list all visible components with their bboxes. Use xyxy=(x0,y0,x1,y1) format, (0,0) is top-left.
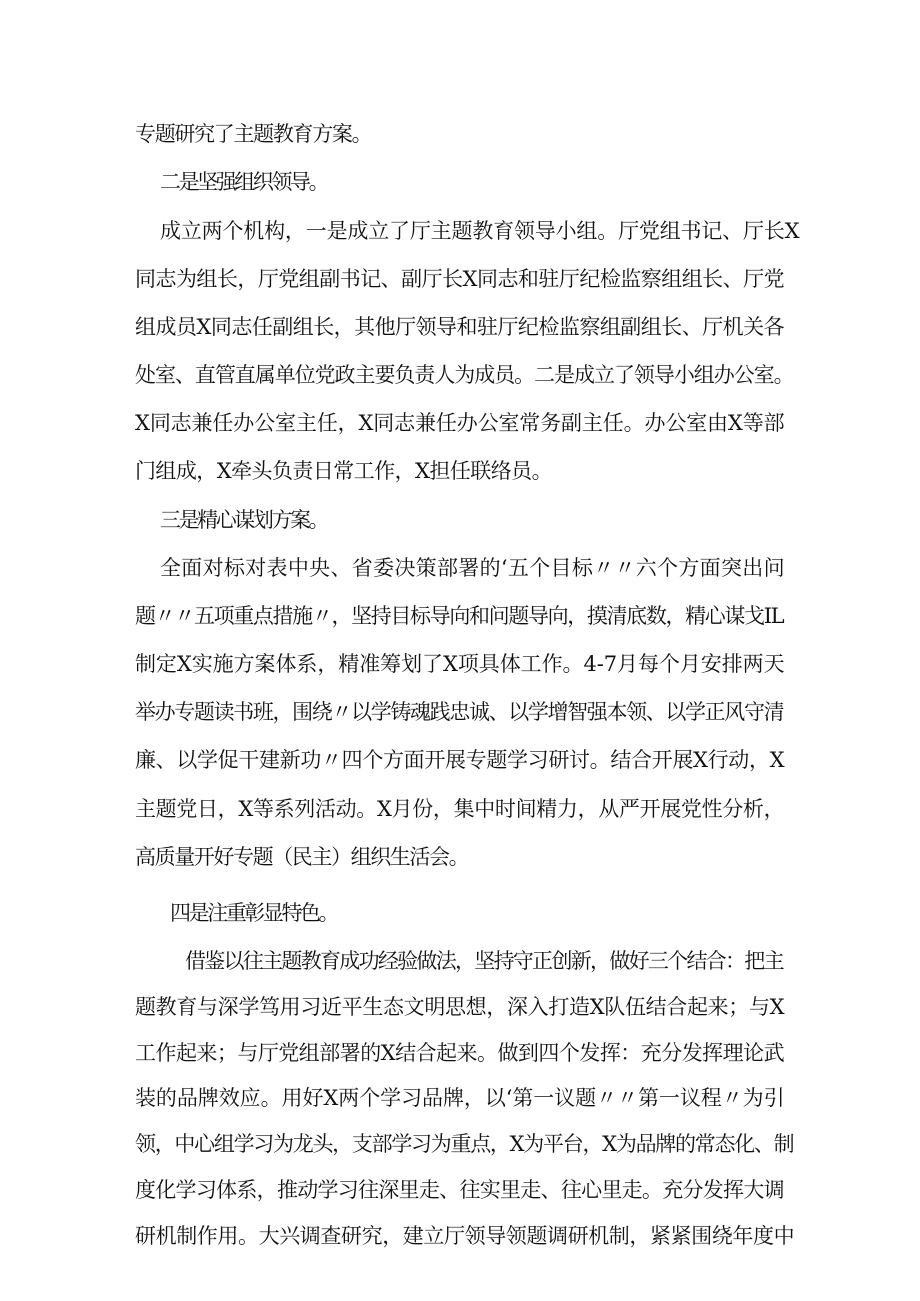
text-line: 廉、以学促干建新功〃四个方面开展专题学习研讨。结合开展X行动，X xyxy=(135,748,785,772)
section-heading: 四是注重彰显特色。 xyxy=(170,901,338,925)
section-heading: 三是精心谋划方案。 xyxy=(160,508,328,532)
text-line: 题教育与深学笃用习近平生态文明思想，深入打造X队伍结合起来；与X xyxy=(135,995,785,1019)
text-line: 同志为组长，厅党组副书记、副厅长X同志和驻厅纪检监察组组长、厅党 xyxy=(135,267,785,291)
text-line: 主题党日，X等系列活动。X月份，集中时间精力，从严开展党性分析， xyxy=(135,797,785,821)
text-line: 组成员X同志任副组长，其他厅领导和驻厅纪检监察组副组长、厅机关各 xyxy=(135,315,785,339)
text-line: 制定X实施方案体系，精准筹划了X项具体工作。4-7月每个月安排两天 xyxy=(135,652,785,676)
text-line: 工作起来；与厅党组部署的X结合起来。做到四个发挥：充分发挥理论武 xyxy=(135,1041,785,1065)
text-line: 专题研究了主题教育方案。 xyxy=(135,122,372,146)
section-heading: 二是坚强组织领导。 xyxy=(160,170,328,194)
text-line: 度化学习体系，推动学习往深里走、往实里走、往心里走。充分发挥大调 xyxy=(135,1178,784,1202)
text-line: 举办专题读书班，围绕〃以学铸魂践忠诚、以学增智强本领、以学正风守清 xyxy=(135,700,784,724)
text-line: 借鉴以往主题教育成功经验做法，坚持守正创新，做好三个结合：把主 xyxy=(185,949,783,973)
text-line: 处室、直管直属单位党政主要负责人为成员。二是成立了领导小组办公室。 xyxy=(135,363,794,387)
text-line: 全面对标对表中央、省委决策部署的‘五个目标〃〃六个方面突出问 xyxy=(160,556,785,580)
text-line: 成立两个机构，一是成立了厅主题教育领导小组。厅党组书记、厅长X xyxy=(160,219,800,243)
text-line: 题〃〃五项重点措施〃，坚持目标导向和问题导向，摸清底数，精心谋戈IL xyxy=(135,604,784,628)
text-line: 门组成，X牵头负责日常工作，X担任联络员。 xyxy=(135,459,553,483)
text-line: 高质量开好专题（民主）组织生活会。 xyxy=(135,845,469,869)
text-line: 装的品牌效应。用好X两个学习品牌，以‘第一议题〃〃第一议程〃为引 xyxy=(135,1086,785,1110)
text-line: X同志兼任办公室主任，X同志兼任办公室常务副主任。办公室由X等部 xyxy=(135,411,785,435)
text-line: 研机制作用。大兴调查研究，建立厅领导领题调研机制，紧紧围绕年度中 xyxy=(135,1224,795,1248)
text-line: 领，中心组学习为龙头，支部学习为重点，X为平台，X为品牌的常态化、制 xyxy=(135,1132,794,1156)
